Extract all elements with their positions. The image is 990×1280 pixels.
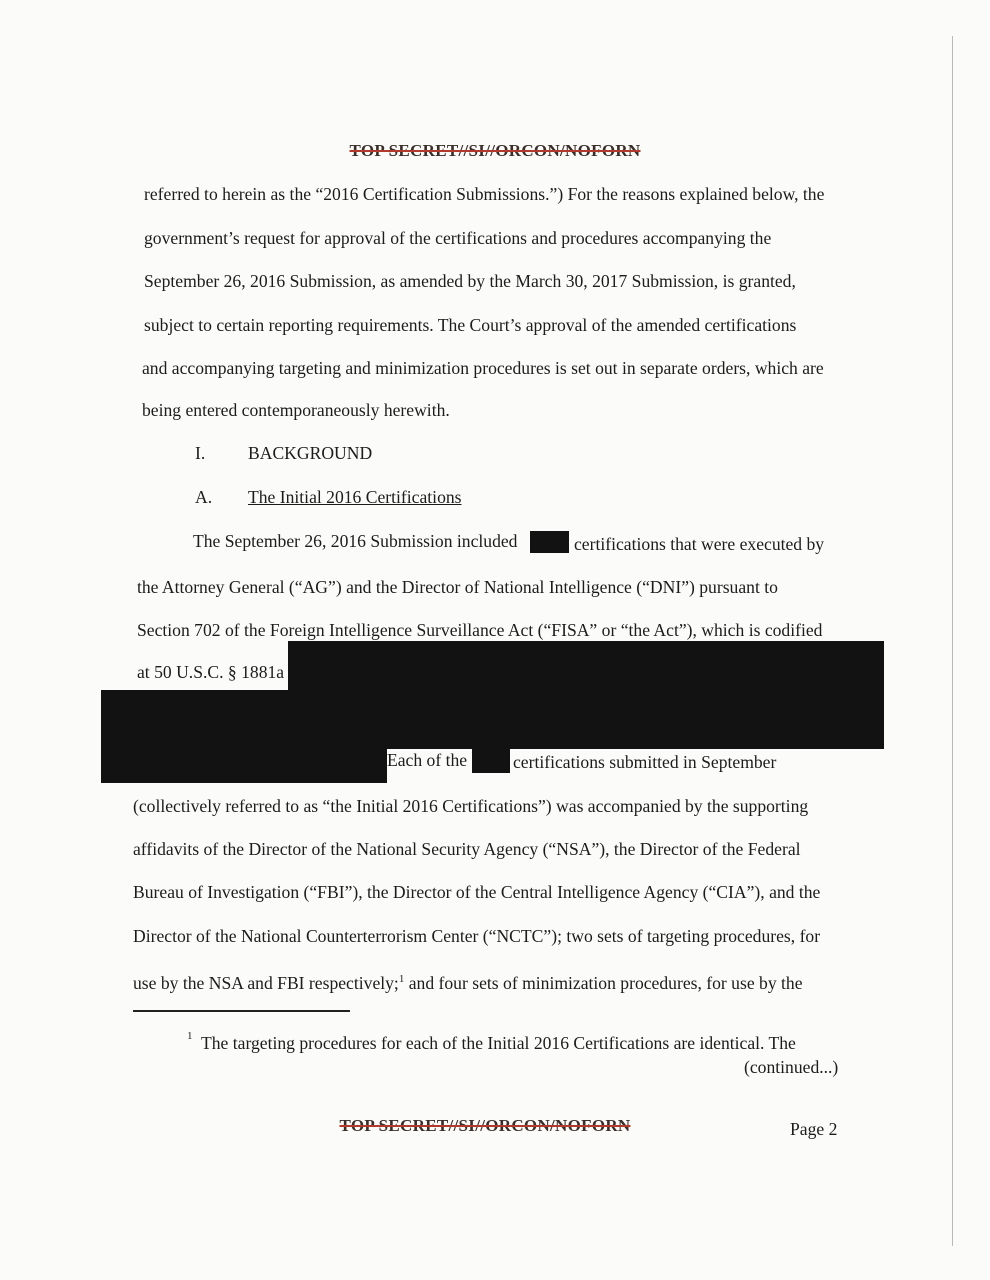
para2-line-8: Bureau of Investigation (“FBI”), the Director of the Central Intelligence Agency (“CIA”), and the: [133, 882, 821, 902]
para2-line-1a: The September 26, 2016 Submission included: [193, 531, 518, 551]
section-a-heading: The Initial 2016 Certifications: [248, 487, 462, 507]
footnote-reference: 1: [398, 973, 405, 985]
para2-line-5a: Each of the: [387, 750, 468, 770]
footnote-mark: 1: [187, 1030, 193, 1042]
para2-line-4: at 50 U.S.C. § 1881a: [137, 662, 285, 682]
para2-line-5b: certifications submitted in September: [513, 752, 777, 772]
page-number: Page 2: [790, 1119, 838, 1139]
footnote-text: The targeting procedures for each of the Initial 2016 Certifications are identical. The: [201, 1033, 796, 1053]
body-line-5: and accompanying targeting and minimization procedures is set out in separate orders, which are: [142, 358, 824, 378]
para2-line-7: affidavits of the Director of the National Security Agency (“NSA”), the Director of the Federal: [133, 839, 801, 859]
section-i-number: I.: [195, 443, 206, 463]
body-line-3: September 26, 2016 Submission, as amended by the March 30, 2017 Submission, is granted,: [144, 271, 796, 291]
para2-line-10: [133, 968, 803, 994]
para2-line-9: Director of the National Counterterrorism Center (“NCTC”); two sets of targeting procedures, for: [133, 926, 821, 946]
para2-line-6: (collectively referred to as “the Initial 2016 Certifications”) was accompanied by the supporting: [133, 796, 809, 816]
redaction-box: [472, 749, 510, 773]
body-line-2: government’s request for approval of the certifications and procedures accompanying the: [144, 228, 772, 248]
scan-edge-line: [952, 36, 953, 1246]
body-line-1: referred to herein as the “2016 Certification Submissions.”) For the reasons explained below, the: [144, 184, 825, 204]
footnote-separator: [133, 1010, 350, 1012]
para2-line-10b: and four sets of minimization procedures, for use by the: [404, 972, 803, 993]
header-classification: TOP SECRET//SI//ORCON/NOFORN: [349, 141, 641, 160]
redaction-block-left: [101, 690, 387, 783]
section-i-heading: BACKGROUND: [248, 443, 373, 463]
para2-line-10a: use by the NSA and FBI respectively;: [133, 972, 399, 993]
body-line-6: being entered contemporaneously herewith.: [142, 400, 450, 420]
redaction-box: [530, 531, 569, 553]
footnote-continued: (continued...): [744, 1057, 839, 1077]
para2-line-3: Section 702 of the Foreign Intelligence Surveillance Act (“FISA” or “the Act”), which is codified: [137, 620, 823, 640]
para2-line-1b: certifications that were executed by: [574, 534, 825, 554]
section-a-number: A.: [195, 487, 213, 507]
para2-line-2: the Attorney General (“AG”) and the Director of National Intelligence (“DNI”) pursuant to: [137, 577, 778, 597]
footer-classification: TOP SECRET//SI//ORCON/NOFORN: [339, 1116, 631, 1135]
body-line-4: subject to certain reporting requirements. The Court’s approval of the amended certifications: [144, 315, 797, 335]
